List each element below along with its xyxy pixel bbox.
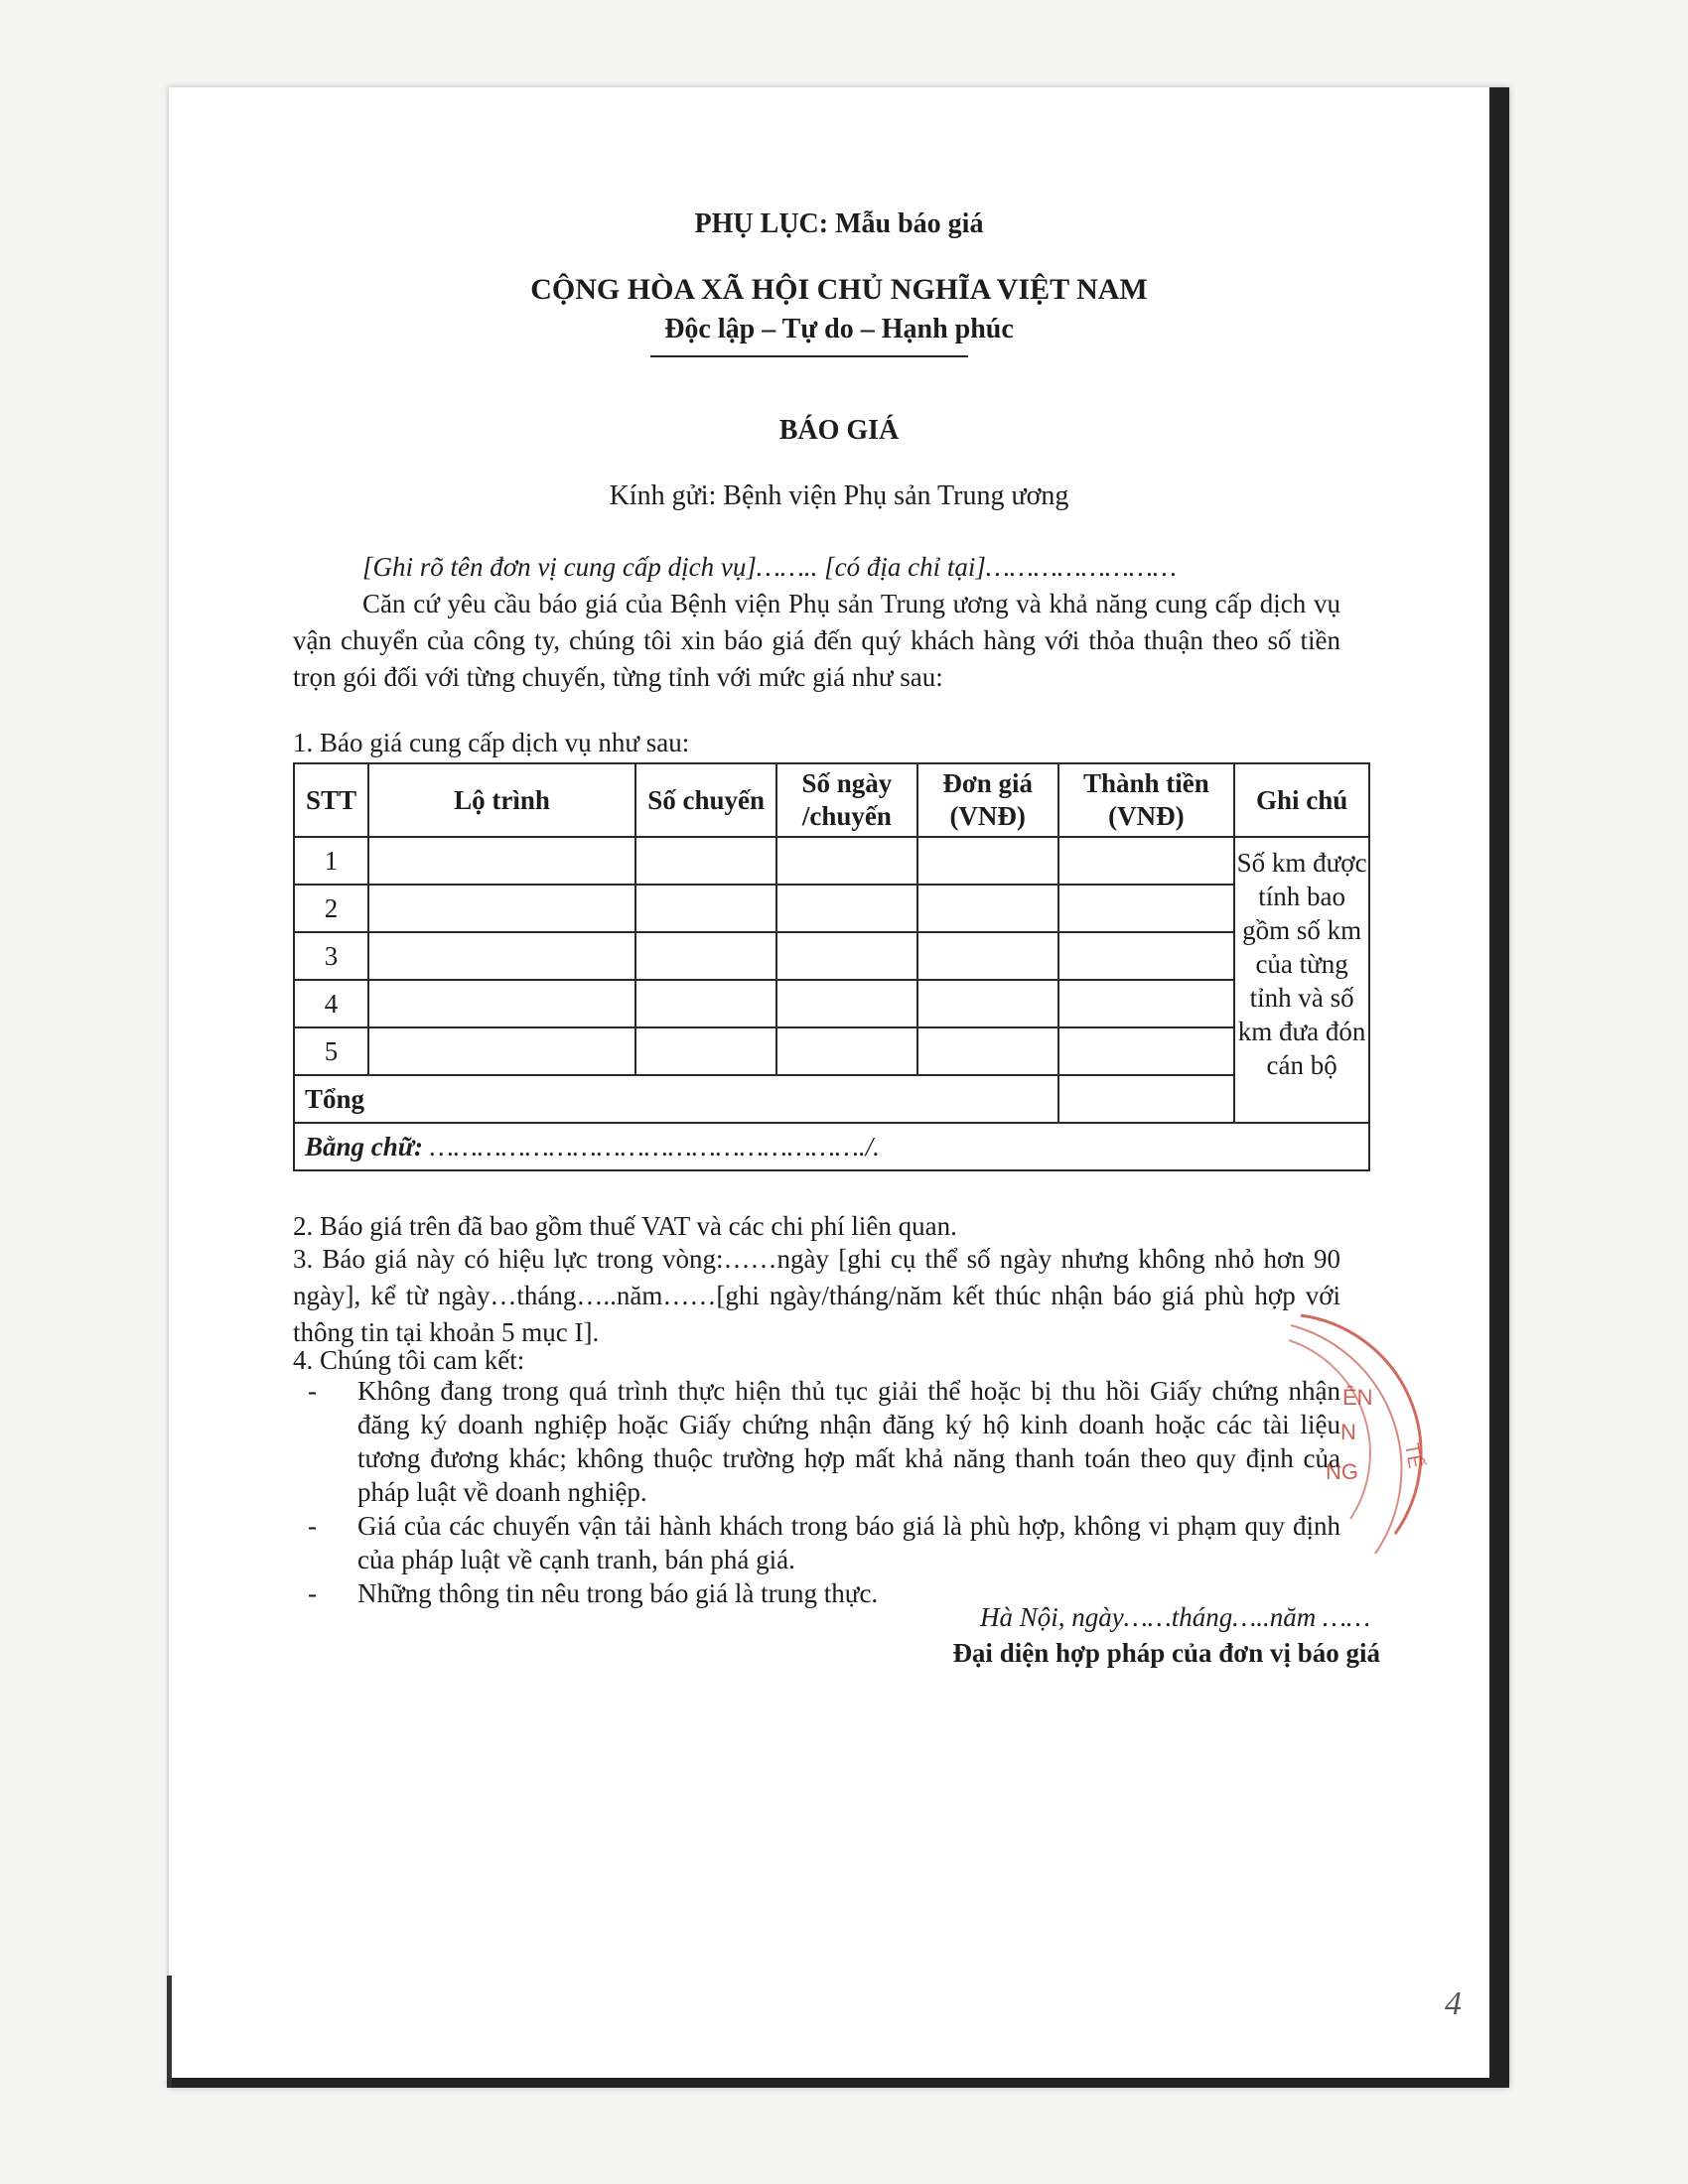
intro-paragraph: Căn cứ yêu cầu báo giá của Bệnh viện Phụ sản Trung ương và khả năng cung cấp dịch vụ vận chuyển của công ty, chúng tôi xin báo giá đến quý khách hàng với thỏa thuận theo số tiền trọn gói đối với từng chuyến, từng tỉnh với mức giá như sau: [293,589,1340,692]
commitment-list [308,1374,1340,1610]
trips-cell[interactable] [635,932,776,980]
header-unit-price: Đơn giá (VNĐ) [917,763,1058,837]
motto: Độc lập – Tự do – Hạnh phúc [664,314,1014,344]
table-row [294,1027,1369,1075]
table-row [294,980,1369,1027]
route-cell[interactable] [368,885,635,932]
route-cell[interactable] [368,932,635,980]
signature-date: Hà Nội, ngày……tháng…..năm …… [979,1602,1370,1632]
trips-cell[interactable] [635,837,776,885]
unit-price-cell[interactable] [917,980,1058,1027]
handwritten-page-mark: 4 [1445,1985,1462,2022]
bullet-dash: - [308,1578,317,1608]
commitment-text: Những thông tin nêu trong báo giá là trung thực. [357,1578,879,1608]
header-amount: Thành tiền (VNĐ) [1058,763,1235,837]
table-row [294,837,1369,885]
route-cell[interactable] [368,837,635,885]
row-number: 1 [294,837,368,885]
trips-cell[interactable] [635,980,776,1027]
unit-price-cell[interactable] [917,837,1058,885]
commitment-item [308,1509,1340,1576]
scan-edge-left [167,1976,172,2088]
table-row [294,885,1369,932]
svg-text:ÊN: ÊN [1342,1385,1373,1410]
words-label: Bằng chữ: [305,1131,423,1161]
total-label: Tổng [294,1075,1058,1123]
note-item-4: 4. Chúng tôi cam kết: [293,1345,525,1375]
header-stt: STT [294,763,368,837]
addressee: Kính gửi: Bệnh viện Phụ sản Trung ương [609,480,1069,511]
amount-cell[interactable] [1058,885,1235,932]
amount-in-words [294,1123,1369,1170]
total-amount-cell[interactable] [1058,1075,1235,1123]
red-stamp-icon [1281,1296,1440,1564]
trips-cell[interactable] [635,1027,776,1075]
provider-placeholder: [Ghi rõ tên đơn vị cung cấp dịch vụ]…….. [có địa chỉ tại]…………………… [362,552,1177,582]
row-number: 3 [294,932,368,980]
row-number: 5 [294,1027,368,1075]
table-row [294,932,1369,980]
table-header-row [294,763,1369,837]
amount-cell[interactable] [1058,1027,1235,1075]
svg-text:N: N [1340,1420,1356,1444]
total-row [294,1075,1369,1123]
days-cell[interactable] [776,980,917,1027]
amount-cell[interactable] [1058,932,1235,980]
commitment-text: Không đang trong quá trình thực hiện thủ tục giải thể hoặc bị thu hồi Giấy chứng nhận đăng ký doanh nghiệp hoặc Giấy chứng nhận đăng ký hộ kinh doanh hoặc các tài liệu tương đương khác; không thuộc trường hợp mất khả năng thanh toán theo quy định của pháp luật về doanh nghiệp. [357,1376,1340,1507]
unit-price-cell[interactable] [917,1027,1058,1075]
motto-underline [650,355,968,357]
row-number: 4 [294,980,368,1027]
scan-edge-right [1489,87,1509,2088]
amount-cell[interactable] [1058,837,1235,885]
route-cell[interactable] [368,980,635,1027]
row-number: 2 [294,885,368,932]
scan-edge-bottom [169,2078,1509,2088]
note-item-2: 2. Báo giá trên đã bao gồm thuế VAT và các chi phí liên quan. [293,1211,957,1241]
header-route: Lộ trình [368,763,635,837]
header-days-per-trip: Số ngày /chuyến [776,763,917,837]
words-value: ………………………………………………./. [422,1131,880,1161]
signature-representative: Đại diện hợp pháp của đơn vị báo giá [952,1638,1380,1668]
route-cell[interactable] [368,1027,635,1075]
note-item-3: 3. Báo giá này có hiệu lực trong vòng:……ngày [ghi cụ thể số ngày nhưng không nhỏ hơn 90 ngày], kể từ ngày…tháng…..năm……[ghi ngày/tháng/năm kết thúc nhận báo giá phù hợp với thông tin tại khoản 5 mục I]. [293,1244,1340,1347]
words-row [294,1123,1369,1170]
svg-text:TẾ: TẾ [1400,1441,1427,1471]
svg-text:NG: NG [1326,1459,1358,1484]
days-cell[interactable] [776,837,917,885]
quote-table [293,762,1370,1171]
amount-cell[interactable] [1058,980,1235,1027]
appendix-title: PHỤ LỤC: Mẫu báo giá [694,208,984,239]
unit-price-cell[interactable] [917,932,1058,980]
header-trips: Số chuyến [635,763,776,837]
header-note: Ghi chú [1234,763,1369,837]
days-cell[interactable] [776,1027,917,1075]
document-title: BÁO GIÁ [778,415,900,446]
commitment-item [308,1374,1340,1509]
nation-title: CỘNG HÒA XÃ HỘI CHỦ NGHĨA VIỆT NAM [530,273,1148,306]
commitment-text: Giá của các chuyến vận tải hành khách trong báo giá là phù hợp, không vi phạm quy định của pháp luật về cạnh tranh, bán phá giá. [357,1511,1340,1574]
days-cell[interactable] [776,932,917,980]
note-cell: Số km được tính bao gồm số km của từng tỉnh và số km đưa đón cán bộ [1234,837,1369,1123]
trips-cell[interactable] [635,885,776,932]
days-cell[interactable] [776,885,917,932]
section-1-heading: 1. Báo giá cung cấp dịch vụ như sau: [293,728,690,757]
bullet-dash: - [308,1376,317,1406]
unit-price-cell[interactable] [917,885,1058,932]
bullet-dash: - [308,1511,317,1541]
